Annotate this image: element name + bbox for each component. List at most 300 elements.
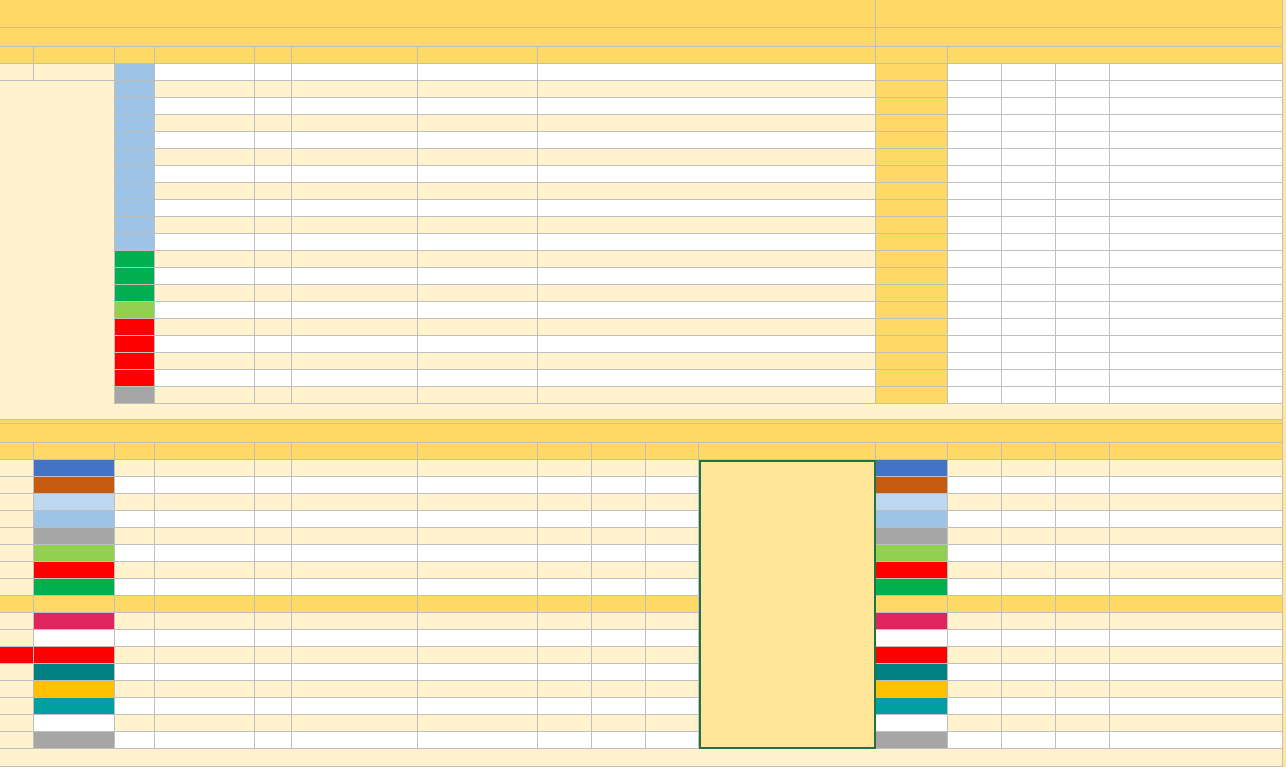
nation-name[interactable] xyxy=(34,647,115,664)
cell[interactable] xyxy=(1056,494,1110,511)
cell[interactable] xyxy=(1056,285,1110,302)
cell[interactable] xyxy=(1056,183,1110,200)
loss-cause[interactable] xyxy=(418,132,538,149)
loss-power[interactable] xyxy=(115,200,155,217)
cell[interactable] xyxy=(876,183,948,200)
cell[interactable] xyxy=(0,511,34,528)
cell[interactable] xyxy=(948,698,1002,715)
loss-location[interactable] xyxy=(292,353,418,370)
cell[interactable] xyxy=(948,370,1002,387)
loss-comment[interactable] xyxy=(538,166,876,183)
cell[interactable] xyxy=(0,579,34,596)
loss-cause[interactable] xyxy=(418,64,538,81)
loss-cause[interactable] xyxy=(418,81,538,98)
cell[interactable] xyxy=(1110,528,1283,545)
cell[interactable] xyxy=(1110,132,1283,149)
total-cl[interactable] xyxy=(538,562,592,579)
cell[interactable] xyxy=(876,64,948,81)
cell[interactable] xyxy=(876,353,948,370)
total-other[interactable] xyxy=(592,545,646,562)
loss-power[interactable] xyxy=(115,81,155,98)
nation-name[interactable] xyxy=(34,528,115,545)
cell[interactable] xyxy=(1110,98,1283,115)
loss-name[interactable] xyxy=(155,132,255,149)
total-ca[interactable] xyxy=(418,528,538,545)
cell[interactable] xyxy=(1002,545,1056,562)
cell[interactable] xyxy=(1110,234,1283,251)
loss-cause[interactable] xyxy=(418,115,538,132)
cell[interactable] xyxy=(876,47,948,64)
total-cv[interactable] xyxy=(115,545,155,562)
cell[interactable] xyxy=(1002,613,1056,630)
cell[interactable] xyxy=(255,596,292,613)
loss-cause[interactable] xyxy=(418,149,538,166)
loss-power[interactable] xyxy=(115,115,155,132)
nation-name[interactable] xyxy=(34,613,115,630)
cell[interactable] xyxy=(1002,251,1056,268)
total-cvl[interactable] xyxy=(155,715,255,732)
loss-name[interactable] xyxy=(155,234,255,251)
nation-name[interactable] xyxy=(34,545,115,562)
total-cv[interactable] xyxy=(115,698,155,715)
cell[interactable] xyxy=(948,528,1002,545)
flotilla-nation[interactable] xyxy=(876,630,948,647)
total-bb[interactable] xyxy=(255,460,292,477)
totals-header[interactable] xyxy=(699,443,876,460)
cell[interactable] xyxy=(876,132,948,149)
cell[interactable] xyxy=(948,647,1002,664)
total-cv[interactable] xyxy=(115,528,155,545)
total-total[interactable] xyxy=(646,477,699,494)
cell[interactable] xyxy=(1056,370,1110,387)
main-title[interactable] xyxy=(0,0,876,28)
loss-location[interactable] xyxy=(292,115,418,132)
cell[interactable] xyxy=(1002,200,1056,217)
cell[interactable] xyxy=(876,285,948,302)
cell[interactable] xyxy=(0,477,34,494)
loss-cause[interactable] xyxy=(418,98,538,115)
cell[interactable] xyxy=(1002,336,1056,353)
cell[interactable] xyxy=(1056,336,1110,353)
total-cv[interactable] xyxy=(115,715,155,732)
cell[interactable] xyxy=(1110,715,1283,732)
cell[interactable] xyxy=(0,404,1283,420)
nation-name[interactable] xyxy=(34,715,115,732)
loss-cause[interactable] xyxy=(418,234,538,251)
loss-comment[interactable] xyxy=(538,132,876,149)
loss-type[interactable] xyxy=(255,319,292,336)
cell[interactable] xyxy=(1056,596,1110,613)
cell[interactable] xyxy=(1056,98,1110,115)
losses-header[interactable] xyxy=(115,47,155,64)
cell[interactable] xyxy=(1110,319,1283,336)
cell[interactable] xyxy=(1110,511,1283,528)
total-bb[interactable] xyxy=(255,494,292,511)
cell[interactable] xyxy=(0,562,34,579)
cell[interactable] xyxy=(1110,302,1283,319)
total-bc[interactable] xyxy=(292,579,418,596)
total-bb[interactable] xyxy=(255,715,292,732)
total-other[interactable] xyxy=(592,630,646,647)
cell[interactable] xyxy=(1110,268,1283,285)
total-cl[interactable] xyxy=(538,698,592,715)
loss-cause[interactable] xyxy=(418,285,538,302)
loss-name[interactable] xyxy=(155,319,255,336)
cell[interactable] xyxy=(1110,596,1283,613)
total-cvl[interactable] xyxy=(155,477,255,494)
total-cl[interactable] xyxy=(538,528,592,545)
totals-header[interactable] xyxy=(418,443,538,460)
loss-location[interactable] xyxy=(292,183,418,200)
cell[interactable] xyxy=(1110,460,1283,477)
cell[interactable] xyxy=(1002,647,1056,664)
total-cl[interactable] xyxy=(538,494,592,511)
total-cv[interactable] xyxy=(115,494,155,511)
losses-header[interactable] xyxy=(34,47,115,64)
total-bc[interactable] xyxy=(292,511,418,528)
cell[interactable] xyxy=(876,200,948,217)
loss-location[interactable] xyxy=(292,251,418,268)
total-cvl[interactable] xyxy=(155,528,255,545)
nation-name[interactable] xyxy=(34,664,115,681)
total-other[interactable] xyxy=(592,681,646,698)
turn-label[interactable] xyxy=(34,64,115,81)
loss-comment[interactable] xyxy=(538,149,876,166)
loss-location[interactable] xyxy=(292,285,418,302)
loss-cause[interactable] xyxy=(418,251,538,268)
total-cvl[interactable] xyxy=(155,698,255,715)
cell[interactable] xyxy=(1056,217,1110,234)
nation-name[interactable] xyxy=(34,460,115,477)
loss-type[interactable] xyxy=(255,251,292,268)
total-total[interactable] xyxy=(646,511,699,528)
loss-type[interactable] xyxy=(255,217,292,234)
flotilla-nation[interactable] xyxy=(876,562,948,579)
loss-power[interactable] xyxy=(115,166,155,183)
total-bc[interactable] xyxy=(292,630,418,647)
total-ca[interactable] xyxy=(418,647,538,664)
cell[interactable] xyxy=(1110,613,1283,630)
loss-type[interactable] xyxy=(255,149,292,166)
losses-header[interactable] xyxy=(0,47,34,64)
cell[interactable] xyxy=(1056,81,1110,98)
flotilla-nation[interactable] xyxy=(876,579,948,596)
total-bc[interactable] xyxy=(292,698,418,715)
flotilla-header[interactable] xyxy=(948,443,1002,460)
total-total[interactable] xyxy=(646,630,699,647)
cell[interactable] xyxy=(948,98,1002,115)
cell[interactable] xyxy=(1110,217,1283,234)
cell[interactable] xyxy=(0,613,34,630)
cell[interactable] xyxy=(1002,477,1056,494)
loss-comment[interactable] xyxy=(538,98,876,115)
loss-name[interactable] xyxy=(155,81,255,98)
total-bb[interactable] xyxy=(255,477,292,494)
nation-name[interactable] xyxy=(34,562,115,579)
loss-comment[interactable] xyxy=(538,353,876,370)
cell[interactable] xyxy=(1002,630,1056,647)
loss-cause[interactable] xyxy=(418,319,538,336)
total-total[interactable] xyxy=(646,494,699,511)
cell[interactable] xyxy=(948,234,1002,251)
losses-header[interactable] xyxy=(538,47,876,64)
total-total[interactable] xyxy=(646,647,699,664)
loss-power[interactable] xyxy=(115,149,155,166)
loss-type[interactable] xyxy=(255,302,292,319)
flotilla-nation[interactable] xyxy=(876,715,948,732)
loss-name[interactable] xyxy=(155,302,255,319)
nation-name[interactable] xyxy=(34,630,115,647)
loss-location[interactable] xyxy=(292,336,418,353)
cell[interactable] xyxy=(0,681,34,698)
cell[interactable] xyxy=(0,528,34,545)
cell[interactable] xyxy=(1002,732,1056,749)
cell[interactable] xyxy=(948,494,1002,511)
loss-comment[interactable] xyxy=(538,268,876,285)
total-cv[interactable] xyxy=(115,664,155,681)
cell[interactable] xyxy=(1056,200,1110,217)
cell[interactable] xyxy=(1056,664,1110,681)
loss-cause[interactable] xyxy=(418,200,538,217)
cell[interactable] xyxy=(948,630,1002,647)
loss-type[interactable] xyxy=(255,98,292,115)
cell[interactable] xyxy=(1002,562,1056,579)
cell[interactable] xyxy=(0,749,1283,767)
cell[interactable] xyxy=(1002,353,1056,370)
cell[interactable] xyxy=(1002,166,1056,183)
cell[interactable] xyxy=(1002,528,1056,545)
cell[interactable] xyxy=(1110,115,1283,132)
cell[interactable] xyxy=(1110,494,1283,511)
total-ca[interactable] xyxy=(418,715,538,732)
total-other[interactable] xyxy=(592,647,646,664)
loss-name[interactable] xyxy=(155,64,255,81)
total-cv[interactable] xyxy=(115,681,155,698)
total-total[interactable] xyxy=(646,613,699,630)
total-bc[interactable] xyxy=(292,715,418,732)
cell[interactable] xyxy=(876,302,948,319)
loss-comment[interactable] xyxy=(538,319,876,336)
total-cl[interactable] xyxy=(538,477,592,494)
total-cv[interactable] xyxy=(115,630,155,647)
cell[interactable] xyxy=(948,166,1002,183)
total-total[interactable] xyxy=(646,545,699,562)
loss-comment[interactable] xyxy=(538,217,876,234)
flotilla-header[interactable] xyxy=(1110,443,1283,460)
cell[interactable] xyxy=(1002,217,1056,234)
total-cv[interactable] xyxy=(115,460,155,477)
totals-header[interactable] xyxy=(592,443,646,460)
cell[interactable] xyxy=(1110,562,1283,579)
flotilla-header[interactable] xyxy=(876,443,948,460)
loss-name[interactable] xyxy=(155,353,255,370)
cell[interactable] xyxy=(948,387,1002,404)
cell[interactable] xyxy=(948,732,1002,749)
total-ca[interactable] xyxy=(418,630,538,647)
loss-type[interactable] xyxy=(255,234,292,251)
cell[interactable] xyxy=(1056,647,1110,664)
cell[interactable] xyxy=(0,732,34,749)
cell[interactable] xyxy=(1056,460,1110,477)
total-cl[interactable] xyxy=(538,579,592,596)
total-bb[interactable] xyxy=(255,664,292,681)
loss-power[interactable] xyxy=(115,302,155,319)
total-bb[interactable] xyxy=(255,647,292,664)
cell[interactable] xyxy=(1056,477,1110,494)
loss-location[interactable] xyxy=(292,387,418,404)
loss-comment[interactable] xyxy=(538,387,876,404)
cell[interactable] xyxy=(1002,64,1056,81)
cell[interactable] xyxy=(592,596,646,613)
loss-cause[interactable] xyxy=(418,268,538,285)
total-ca[interactable] xyxy=(418,545,538,562)
total-ca[interactable] xyxy=(418,494,538,511)
cell[interactable] xyxy=(876,251,948,268)
cell[interactable] xyxy=(1056,234,1110,251)
loss-power[interactable] xyxy=(115,132,155,149)
cell[interactable] xyxy=(948,268,1002,285)
loss-power[interactable] xyxy=(115,370,155,387)
loss-cause[interactable] xyxy=(418,217,538,234)
loss-location[interactable] xyxy=(292,319,418,336)
loss-location[interactable] xyxy=(292,268,418,285)
total-cv[interactable] xyxy=(115,579,155,596)
nation-name[interactable] xyxy=(34,494,115,511)
cell[interactable] xyxy=(0,81,115,420)
total-ca[interactable] xyxy=(418,732,538,749)
cell[interactable] xyxy=(948,562,1002,579)
loss-comment[interactable] xyxy=(538,200,876,217)
total-bb[interactable] xyxy=(255,562,292,579)
loss-comment[interactable] xyxy=(538,115,876,132)
turn-year[interactable] xyxy=(0,64,34,81)
flotilla-nation[interactable] xyxy=(876,732,948,749)
flotilla-nation[interactable] xyxy=(876,664,948,681)
cell[interactable] xyxy=(948,664,1002,681)
cell[interactable] xyxy=(1056,545,1110,562)
loss-type[interactable] xyxy=(255,336,292,353)
loss-comment[interactable] xyxy=(538,183,876,200)
cell[interactable] xyxy=(1056,251,1110,268)
total-total[interactable] xyxy=(646,528,699,545)
cell[interactable] xyxy=(1002,115,1056,132)
total-cvl[interactable] xyxy=(155,732,255,749)
norway-flag-cell[interactable] xyxy=(0,647,34,664)
total-cl[interactable] xyxy=(538,732,592,749)
loss-location[interactable] xyxy=(292,370,418,387)
cell[interactable] xyxy=(1002,302,1056,319)
cell[interactable] xyxy=(876,234,948,251)
loss-type[interactable] xyxy=(255,353,292,370)
total-bc[interactable] xyxy=(292,664,418,681)
total-cvl[interactable] xyxy=(155,613,255,630)
cell[interactable] xyxy=(292,596,418,613)
loss-comment[interactable] xyxy=(538,370,876,387)
total-cl[interactable] xyxy=(538,630,592,647)
cell[interactable] xyxy=(0,630,34,647)
cell[interactable] xyxy=(1056,149,1110,166)
loss-cause[interactable] xyxy=(418,183,538,200)
cell[interactable] xyxy=(538,596,592,613)
flotilla-nation[interactable] xyxy=(876,528,948,545)
totals-header[interactable] xyxy=(292,443,418,460)
total-cl[interactable] xyxy=(538,647,592,664)
total-cv[interactable] xyxy=(115,647,155,664)
total-bc[interactable] xyxy=(292,562,418,579)
total-cvl[interactable] xyxy=(155,664,255,681)
total-cv[interactable] xyxy=(115,613,155,630)
cell[interactable] xyxy=(0,596,34,613)
cell[interactable] xyxy=(1110,81,1283,98)
total-other[interactable] xyxy=(592,460,646,477)
cell[interactable] xyxy=(948,477,1002,494)
total-cvl[interactable] xyxy=(155,494,255,511)
cell[interactable] xyxy=(1002,460,1056,477)
running-losses-title[interactable] xyxy=(0,424,1283,443)
cell[interactable] xyxy=(876,217,948,234)
total-bc[interactable] xyxy=(292,732,418,749)
cell[interactable] xyxy=(948,460,1002,477)
cell[interactable] xyxy=(1002,370,1056,387)
loss-comment[interactable] xyxy=(538,64,876,81)
total-cl[interactable] xyxy=(538,511,592,528)
cell[interactable] xyxy=(1056,387,1110,404)
loss-type[interactable] xyxy=(255,132,292,149)
total-total[interactable] xyxy=(646,460,699,477)
cell[interactable] xyxy=(1056,681,1110,698)
cell[interactable] xyxy=(1110,579,1283,596)
cell[interactable] xyxy=(1110,149,1283,166)
total-cl[interactable] xyxy=(538,545,592,562)
cell[interactable] xyxy=(1002,268,1056,285)
cell[interactable] xyxy=(1110,64,1283,81)
totals-header[interactable] xyxy=(538,443,592,460)
cell[interactable] xyxy=(1056,698,1110,715)
cell[interactable] xyxy=(1110,732,1283,749)
loss-type[interactable] xyxy=(255,268,292,285)
loss-name[interactable] xyxy=(155,200,255,217)
cell[interactable] xyxy=(1110,370,1283,387)
total-bc[interactable] xyxy=(292,681,418,698)
cell[interactable] xyxy=(1110,477,1283,494)
total-other[interactable] xyxy=(592,715,646,732)
total-cl[interactable] xyxy=(538,613,592,630)
loss-type[interactable] xyxy=(255,285,292,302)
total-cl[interactable] xyxy=(538,460,592,477)
loss-power[interactable] xyxy=(115,251,155,268)
cell[interactable] xyxy=(948,302,1002,319)
loss-location[interactable] xyxy=(292,217,418,234)
total-bb[interactable] xyxy=(255,545,292,562)
cell[interactable] xyxy=(876,28,1283,47)
cell[interactable] xyxy=(1056,528,1110,545)
loss-comment[interactable] xyxy=(538,285,876,302)
cell[interactable] xyxy=(0,545,34,562)
loss-name[interactable] xyxy=(155,166,255,183)
loss-comment[interactable] xyxy=(538,251,876,268)
loss-cause[interactable] xyxy=(418,387,538,404)
loss-type[interactable] xyxy=(255,166,292,183)
cell[interactable] xyxy=(1056,115,1110,132)
cell[interactable] xyxy=(948,183,1002,200)
total-cl[interactable] xyxy=(538,664,592,681)
loss-cause[interactable] xyxy=(418,302,538,319)
total-ca[interactable] xyxy=(418,698,538,715)
loss-name[interactable] xyxy=(155,285,255,302)
cell[interactable] xyxy=(1002,183,1056,200)
total-total[interactable] xyxy=(646,732,699,749)
flotilla-header[interactable] xyxy=(1002,443,1056,460)
